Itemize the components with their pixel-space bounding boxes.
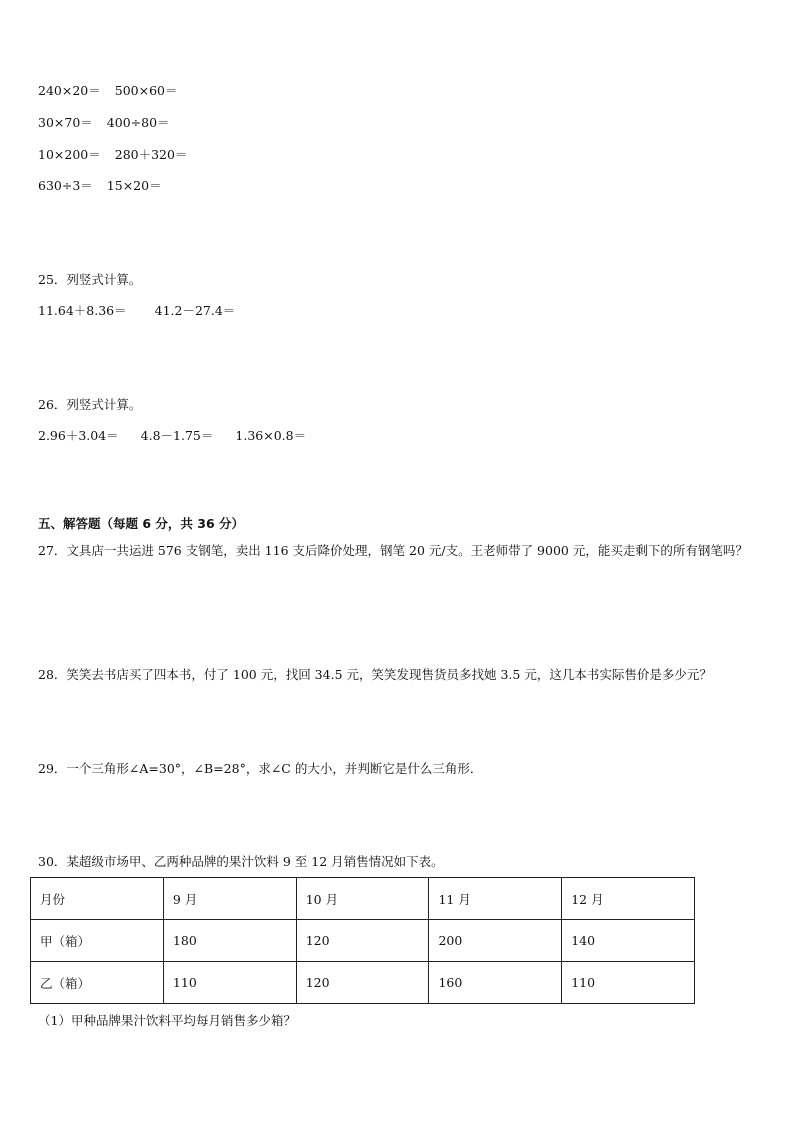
table-header-cell: 12 月 (562, 878, 695, 920)
q25-title: 25．列竖式计算。 (38, 272, 142, 287)
table-cell: 110 (562, 962, 695, 1004)
q26-title: 26．列竖式计算。 (38, 397, 142, 412)
q26-item: 4.8－1.75＝ (140, 428, 214, 443)
table-header-cell: 10 月 (296, 878, 429, 920)
table-cell: 乙（箱） (31, 962, 164, 1004)
arith-item: 500×60＝ (114, 83, 178, 98)
table-header-cell: 月份 (31, 878, 164, 920)
arith-line-4 (38, 178, 162, 194)
table-cell: 180 (163, 920, 296, 962)
arith-line-3 (38, 147, 187, 163)
arith-item: 240×20＝ (38, 83, 101, 98)
q25-item: 11.64＋8.36＝ (38, 303, 127, 318)
q25-items (38, 303, 235, 319)
arith-line-1 (38, 83, 178, 99)
q26-items (38, 428, 306, 444)
arith-item: 400÷80＝ (106, 115, 170, 130)
q27-text: 27．文具店一共运进 576 支钢笔，卖出 116 支后降价处理，钢笔 20 元/支。王老师带了 9000 元，能买走剩下的所有钢笔吗？ (38, 543, 748, 558)
table-header-cell: 11 月 (429, 878, 562, 920)
q26-item: 2.96＋3.04＝ (38, 428, 119, 443)
arith-item: 280＋320＝ (114, 147, 188, 162)
table-cell: 甲（箱） (31, 920, 164, 962)
table-cell: 200 (429, 920, 562, 962)
arith-item: 15×20＝ (106, 178, 162, 193)
table-cell: 160 (429, 962, 562, 1004)
table-row (31, 962, 695, 1004)
arith-item: 30×70＝ (38, 115, 93, 130)
arith-item: 10×200＝ (38, 147, 101, 162)
arith-item: 630÷3＝ (38, 178, 93, 193)
table-cell: 140 (562, 920, 695, 962)
table-cell: 120 (296, 962, 429, 1004)
table-header-row (31, 878, 695, 920)
q25-item: 41.2－27.4＝ (154, 303, 236, 318)
q29-text: 29．一个三角形∠A=30°，∠B=28°，求∠C 的大小，并判断它是什么三角形． (38, 761, 483, 776)
table-cell: 110 (163, 962, 296, 1004)
q26-item: 1.36×0.8＝ (235, 428, 307, 443)
sales-table (30, 877, 695, 1004)
q30-text: 30．某超级市场甲、乙两种品牌的果汁饮料 9 至 12 月销售情况如下表。 (38, 854, 444, 869)
q30-sub1: （1）甲种品牌果汁饮料平均每月销售多少箱？ (38, 1013, 296, 1028)
arith-line-2 (38, 115, 170, 131)
table-row (31, 920, 695, 962)
table-header-cell: 9 月 (163, 878, 296, 920)
q28-text: 28．笑笑去书店买了四本书，付了 100 元，找回 34.5 元，笑笑发现售货员多找她 3.5 元，这几本书实际售价是多少元？ (38, 667, 712, 682)
table-cell: 120 (296, 920, 429, 962)
section-heading: 五、解答题（每题 6 分，共 36 分） (38, 516, 245, 531)
